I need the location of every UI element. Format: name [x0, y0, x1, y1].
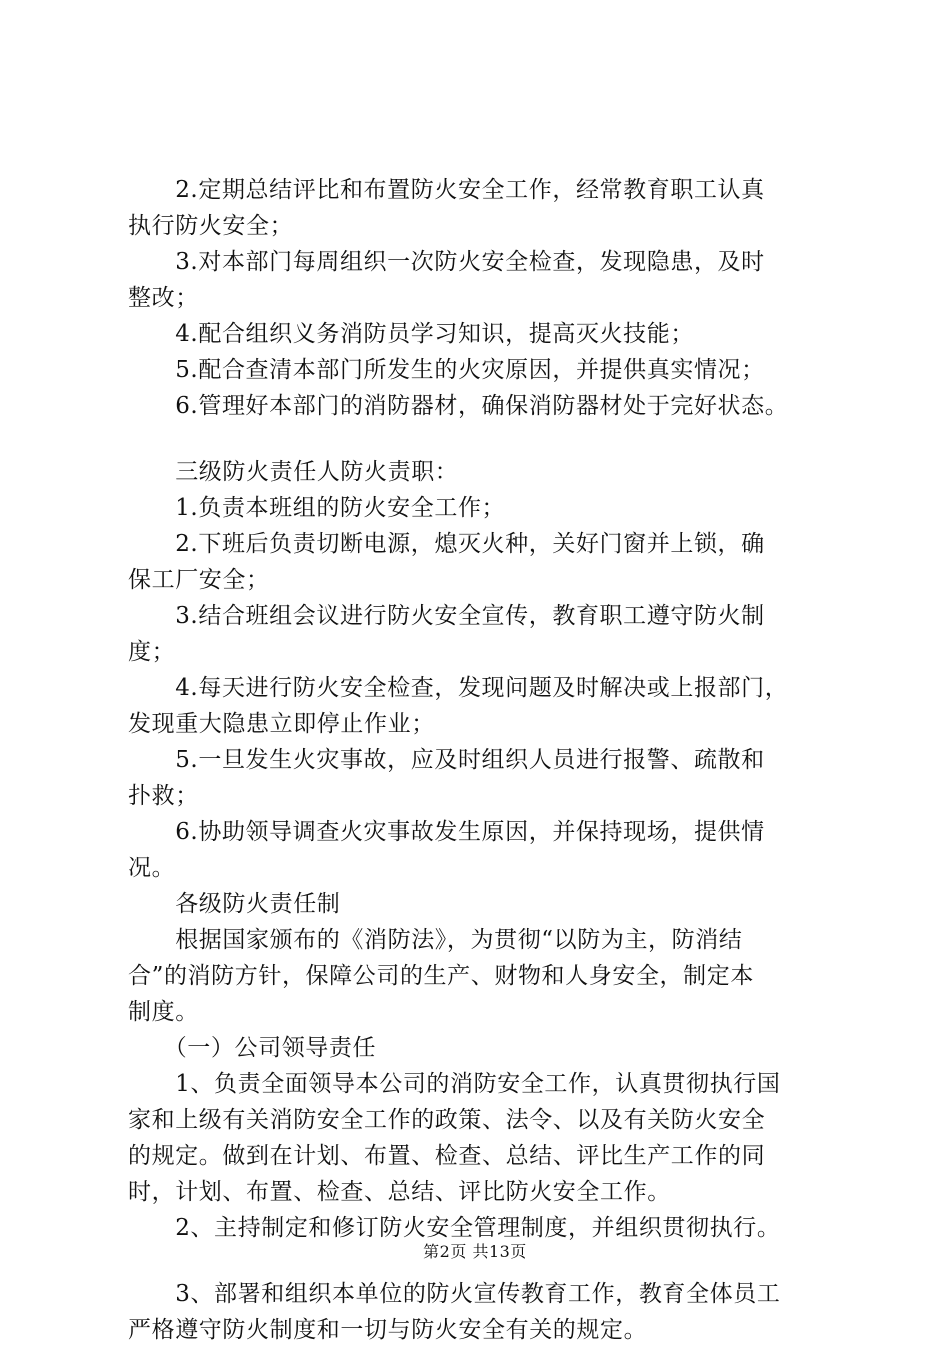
text-line: 4.配合组织义务消防员学习知识，提高灭火技能；: [128, 321, 694, 347]
text-line: 度；: [128, 639, 176, 665]
section-heading: 各级防火责任制: [128, 891, 341, 917]
document-body: [128, 172, 838, 1348]
text-line: 扑救；: [128, 783, 199, 809]
text-line: 3.结合班组会议进行防火安全宣传，教育职工遵守防火制: [128, 603, 765, 629]
section-heading: 三级防火责任人防火责职：: [128, 459, 459, 485]
text-line: 1、负责全面领导本公司的消防安全工作，认真贯彻执行国: [128, 1071, 781, 1097]
text-line: 严格遵守防火制度和一切与防火安全有关的规定。: [128, 1317, 648, 1343]
text-line: 5.配合查清本部门所发生的火灾原因，并提供真实情况；: [128, 357, 765, 383]
text-line: 况。: [128, 855, 176, 881]
text-line: 合”的消防方针，保障公司的生产、财物和人身安全，制定本: [128, 963, 754, 989]
text-line: 保工厂安全；: [128, 567, 270, 593]
text-line: 整改；: [128, 285, 199, 311]
text-line: 5.一旦发生火灾事故，应及时组织人员进行报警、疏散和: [128, 747, 765, 773]
text-line: 2.下班后负责切断电源，熄灭火种，关好门窗并上锁，确: [128, 531, 765, 557]
text-line: 6.协助领导调查火灾事故发生原因，并保持现场，提供情: [128, 819, 765, 845]
text-line: 1.负责本班组的防火安全工作；: [128, 495, 506, 521]
text-line: 执行防火安全；: [128, 213, 294, 239]
text-line: 制度。: [128, 999, 199, 1025]
text-line: 4.每天进行防火安全检查，发现问题及时解决或上报部门，: [128, 675, 789, 701]
text-line: 家和上级有关消防安全工作的政策、法令、以及有关防火安全: [128, 1107, 766, 1133]
text-line: 3、部署和组织本单位的防火宣传教育工作，教育全体员工: [128, 1281, 781, 1307]
text-line: 2.定期总结评比和布置防火安全工作，经常教育职工认真: [128, 177, 765, 203]
text-line: 3.对本部门每周组织一次防火安全检查，发现隐患，及时: [128, 249, 765, 275]
text-line: 2、主持制定和修订防火安全管理制度，并组织贯彻执行。: [128, 1215, 781, 1241]
text-line: 发现重大隐患立即停止作业；: [128, 711, 435, 737]
text-line: 根据国家颁布的《消防法》，为贯彻“以防为主，防消结: [128, 927, 743, 953]
paragraph-gap: [128, 424, 838, 454]
text-line: 6.管理好本部门的消防器材，确保消防器材处于完好状态。: [128, 393, 789, 419]
section-heading: （一）公司领导责任: [128, 1035, 377, 1061]
page-number-footer: 第2页 共13页: [423, 1242, 527, 1261]
text-line: 时，计划、布置、检查、总结、评比防火安全工作。: [128, 1179, 671, 1205]
text-line: 的规定。做到在计划、布置、检查、总结、评比生产工作的同: [128, 1143, 766, 1169]
